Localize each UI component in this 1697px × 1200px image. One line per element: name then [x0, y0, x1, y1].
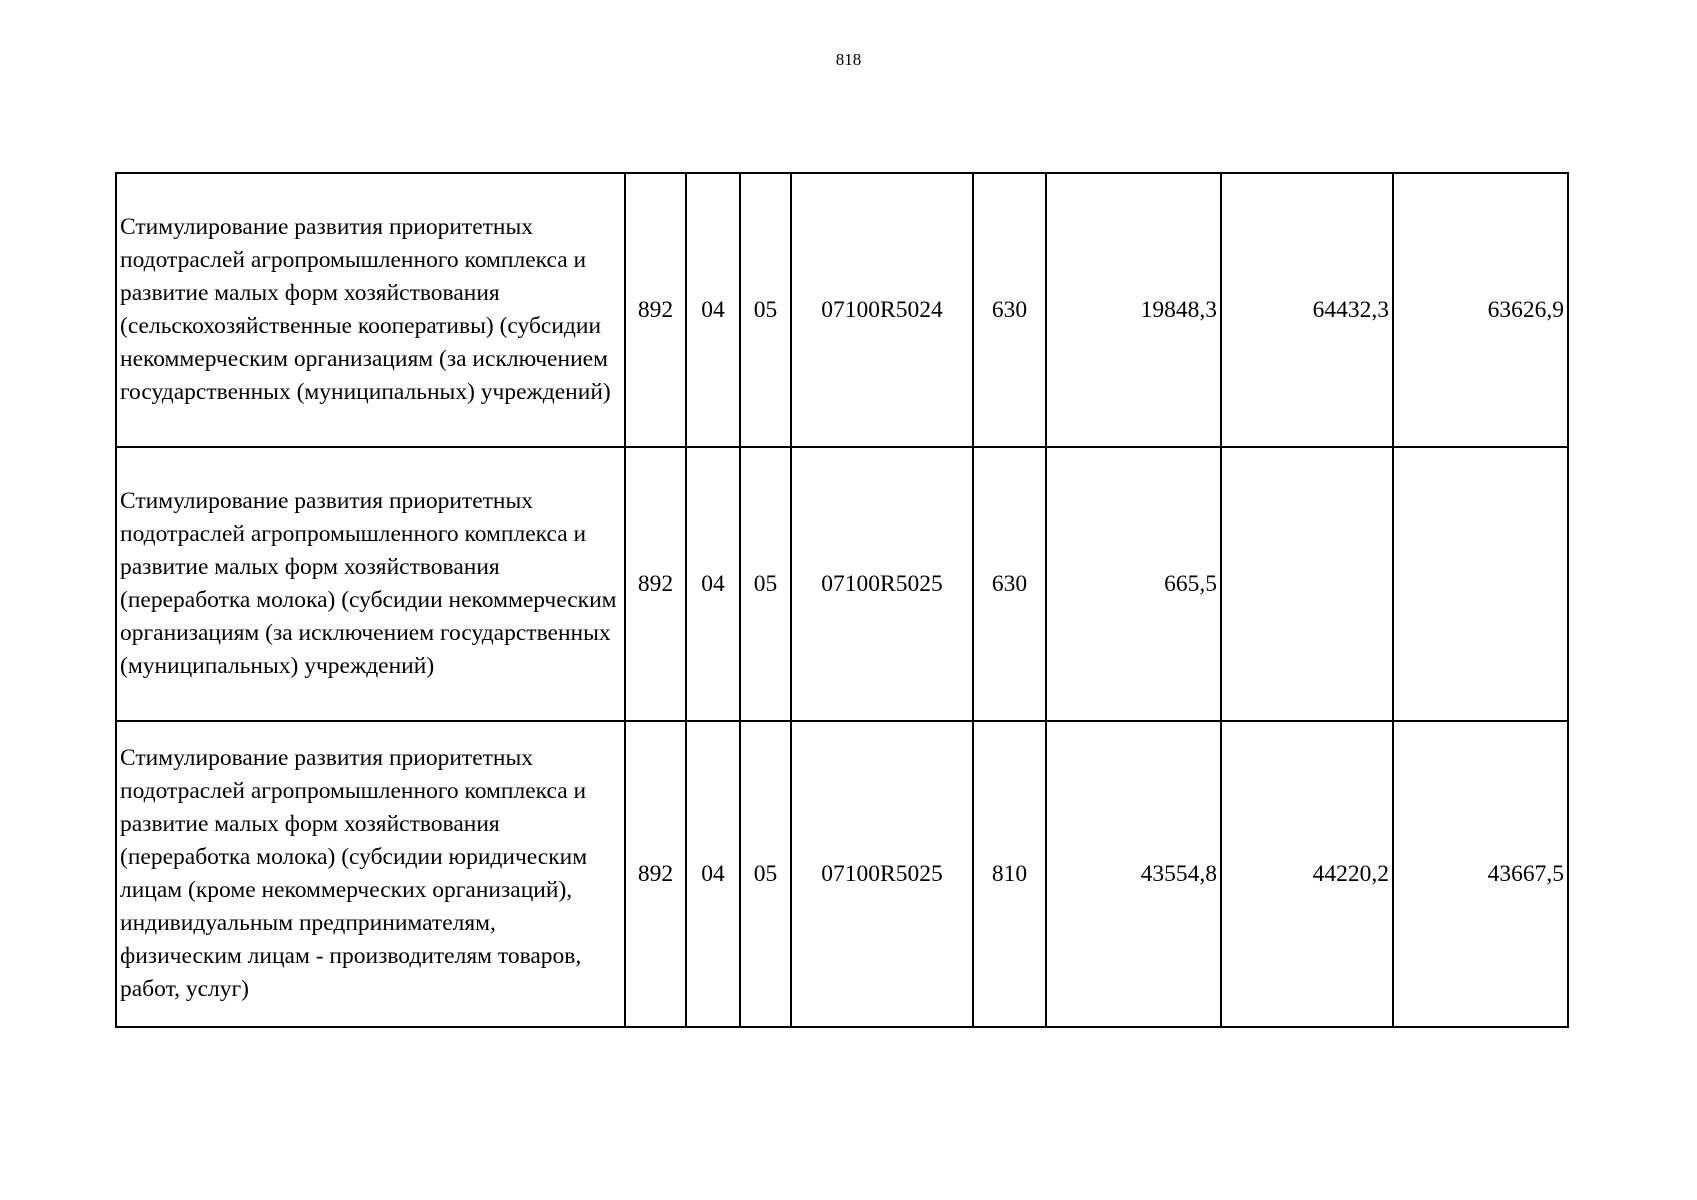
target-article-code: 07100R5024 — [791, 173, 973, 447]
table-row — [116, 721, 1568, 1027]
section-code: 04 — [686, 173, 740, 447]
section-code: 04 — [686, 721, 740, 1027]
ministry-code: 892 — [625, 173, 686, 447]
budget-table — [115, 172, 1569, 1028]
amount-1: 43554,8 — [1046, 721, 1221, 1027]
table-row — [116, 447, 1568, 721]
expense-type-code: 630 — [973, 173, 1046, 447]
amount-2: 44220,2 — [1221, 721, 1393, 1027]
expense-type-code: 630 — [973, 447, 1046, 721]
amount-3: 43667,5 — [1393, 721, 1568, 1027]
amount-1: 665,5 — [1046, 447, 1221, 721]
section-code: 04 — [686, 447, 740, 721]
page-number: 818 — [835, 50, 862, 69]
amount-3: 63626,9 — [1393, 173, 1568, 447]
row-description: Стимулирование развития приоритетных подотраслей агропромышленного комплекса и развитие малых форм хозяйствования (переработка молока) (субсидии юридическим лицам (кроме некоммерческих организаций), индивидуальным предпринимателям, физическим лицам - производителям товаров, работ, услуг) — [116, 721, 625, 1027]
target-article-code: 07100R5025 — [791, 721, 973, 1027]
subsection-code: 05 — [740, 721, 791, 1027]
ministry-code: 892 — [625, 447, 686, 721]
amount-3 — [1393, 447, 1568, 721]
row-description: Стимулирование развития приоритетных подотраслей агропромышленного комплекса и развитие малых форм хозяйствования (сельскохозяйственные кооперативы) (субсидии некоммерческим организациям (за исключением государственных (муниципальных) учреждений) — [116, 173, 625, 447]
ministry-code: 892 — [625, 721, 686, 1027]
subsection-code: 05 — [740, 447, 791, 721]
target-article-code: 07100R5025 — [791, 447, 973, 721]
expense-type-code: 810 — [973, 721, 1046, 1027]
amount-2: 64432,3 — [1221, 173, 1393, 447]
amount-2 — [1221, 447, 1393, 721]
subsection-code: 05 — [740, 173, 791, 447]
amount-1: 19848,3 — [1046, 173, 1221, 447]
row-description: Стимулирование развития приоритетных подотраслей агропромышленного комплекса и развитие малых форм хозяйствования (переработка молока) (субсидии некоммерческим организациям (за исключением государственных (муниципальных) учреждений) — [116, 447, 625, 721]
table-row — [116, 173, 1568, 447]
